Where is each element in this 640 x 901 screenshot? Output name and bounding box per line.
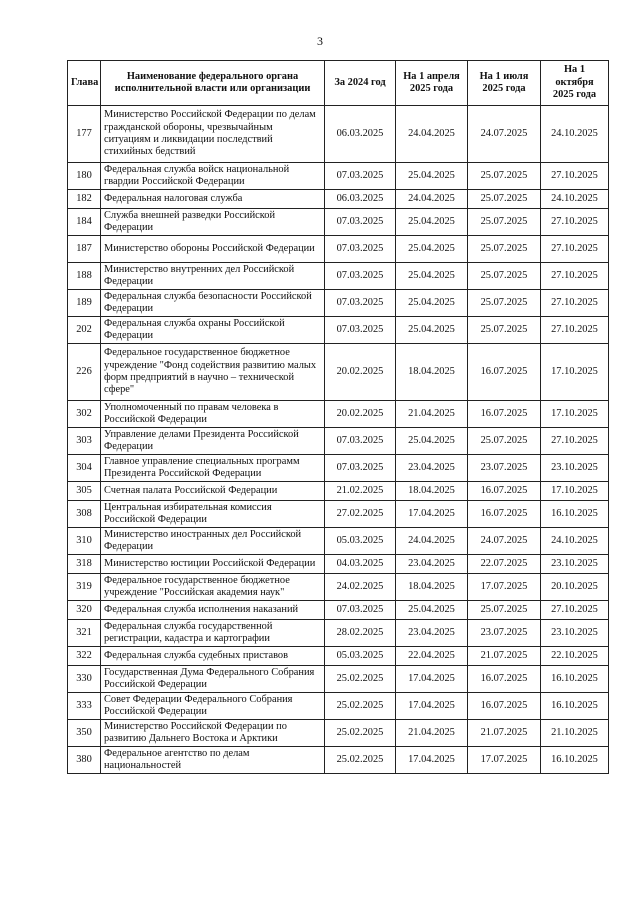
table-row	[68, 720, 609, 747]
cell-organization: Федеральная служба государственной регистрации, кадастра и картографии	[101, 620, 325, 647]
cell-july-date: 16.07.2025	[468, 482, 541, 501]
cell-organization: Федеральная служба безопасности Российской Федерации	[101, 290, 325, 317]
cell-july-date: 22.07.2025	[468, 555, 541, 574]
cell-annual-date: 21.02.2025	[325, 482, 396, 501]
cell-october-date: 27.10.2025	[541, 317, 609, 344]
table-row	[68, 482, 609, 501]
cell-chapter: 182	[68, 190, 101, 209]
cell-annual-date: 04.03.2025	[325, 555, 396, 574]
cell-july-date: 16.07.2025	[468, 344, 541, 401]
table-row	[68, 236, 609, 263]
cell-april-date: 25.04.2025	[396, 428, 468, 455]
cell-july-date: 25.07.2025	[468, 290, 541, 317]
cell-chapter: 319	[68, 574, 101, 601]
cell-organization: Министерство юстиции Российской Федерации	[101, 555, 325, 574]
table-row	[68, 190, 609, 209]
cell-chapter: 333	[68, 693, 101, 720]
cell-chapter: 180	[68, 163, 101, 190]
cell-april-date: 25.04.2025	[396, 209, 468, 236]
cell-april-date: 18.04.2025	[396, 344, 468, 401]
cell-annual-date: 20.02.2025	[325, 401, 396, 428]
cell-annual-date: 25.02.2025	[325, 720, 396, 747]
cell-organization: Министерство внутренних дел Российской Федерации	[101, 263, 325, 290]
cell-july-date: 25.07.2025	[468, 209, 541, 236]
table-row	[68, 344, 609, 401]
cell-april-date: 21.04.2025	[396, 401, 468, 428]
cell-annual-date: 07.03.2025	[325, 428, 396, 455]
cell-chapter: 226	[68, 344, 101, 401]
cell-april-date: 17.04.2025	[396, 693, 468, 720]
cell-october-date: 27.10.2025	[541, 601, 609, 620]
header-annual: За 2024 год	[325, 61, 396, 106]
cell-chapter: 321	[68, 620, 101, 647]
cell-chapter: 318	[68, 555, 101, 574]
cell-october-date: 27.10.2025	[541, 209, 609, 236]
cell-april-date: 24.04.2025	[396, 528, 468, 555]
cell-april-date: 23.04.2025	[396, 455, 468, 482]
cell-july-date: 24.07.2025	[468, 528, 541, 555]
cell-october-date: 24.10.2025	[541, 106, 609, 163]
table-row	[68, 747, 609, 774]
table-row	[68, 666, 609, 693]
cell-october-date: 23.10.2025	[541, 620, 609, 647]
table-row	[68, 647, 609, 666]
cell-october-date: 27.10.2025	[541, 290, 609, 317]
table-row	[68, 428, 609, 455]
table-body	[68, 106, 609, 774]
cell-july-date: 25.07.2025	[468, 163, 541, 190]
cell-october-date: 17.10.2025	[541, 344, 609, 401]
cell-april-date: 25.04.2025	[396, 236, 468, 263]
cell-july-date: 21.07.2025	[468, 647, 541, 666]
cell-october-date: 24.10.2025	[541, 190, 609, 209]
table-row	[68, 555, 609, 574]
cell-annual-date: 07.03.2025	[325, 263, 396, 290]
cell-chapter: 380	[68, 747, 101, 774]
cell-july-date: 25.07.2025	[468, 428, 541, 455]
cell-october-date: 17.10.2025	[541, 401, 609, 428]
cell-annual-date: 25.02.2025	[325, 693, 396, 720]
cell-annual-date: 05.03.2025	[325, 647, 396, 666]
cell-april-date: 24.04.2025	[396, 190, 468, 209]
cell-october-date: 27.10.2025	[541, 236, 609, 263]
header-october: На 1 октября 2025 года	[541, 61, 609, 106]
cell-october-date: 16.10.2025	[541, 747, 609, 774]
cell-october-date: 16.10.2025	[541, 693, 609, 720]
cell-chapter: 350	[68, 720, 101, 747]
table-row	[68, 528, 609, 555]
cell-july-date: 16.07.2025	[468, 666, 541, 693]
cell-chapter: 322	[68, 647, 101, 666]
cell-april-date: 25.04.2025	[396, 163, 468, 190]
header-chapter: Глава	[68, 61, 101, 106]
cell-annual-date: 07.03.2025	[325, 163, 396, 190]
cell-annual-date: 28.02.2025	[325, 620, 396, 647]
table-row	[68, 693, 609, 720]
cell-organization: Федеральная служба охраны Российской Федерации	[101, 317, 325, 344]
header-april: На 1 апреля 2025 года	[396, 61, 468, 106]
cell-october-date: 23.10.2025	[541, 555, 609, 574]
cell-organization: Федеральная служба войск национальной гвардии Российской Федерации	[101, 163, 325, 190]
table-row	[68, 574, 609, 601]
cell-july-date: 25.07.2025	[468, 190, 541, 209]
cell-april-date: 24.04.2025	[396, 106, 468, 163]
table-header-row	[68, 61, 609, 106]
table-row	[68, 106, 609, 163]
cell-organization: Министерство иностранных дел Российской Федерации	[101, 528, 325, 555]
cell-organization: Служба внешней разведки Российской Федерации	[101, 209, 325, 236]
table-row	[68, 401, 609, 428]
header-organization: Наименование федерального органа исполнительной власти или организации	[101, 61, 325, 106]
cell-april-date: 25.04.2025	[396, 263, 468, 290]
cell-chapter: 308	[68, 501, 101, 528]
cell-organization: Министерство Российской Федерации по развитию Дальнего Востока и Арктики	[101, 720, 325, 747]
cell-chapter: 320	[68, 601, 101, 620]
cell-july-date: 21.07.2025	[468, 720, 541, 747]
cell-july-date: 24.07.2025	[468, 106, 541, 163]
cell-april-date: 25.04.2025	[396, 317, 468, 344]
cell-july-date: 23.07.2025	[468, 455, 541, 482]
cell-annual-date: 06.03.2025	[325, 106, 396, 163]
cell-annual-date: 07.03.2025	[325, 601, 396, 620]
cell-april-date: 17.04.2025	[396, 666, 468, 693]
cell-october-date: 16.10.2025	[541, 666, 609, 693]
cell-october-date: 17.10.2025	[541, 482, 609, 501]
cell-annual-date: 07.03.2025	[325, 317, 396, 344]
cell-chapter: 189	[68, 290, 101, 317]
cell-chapter: 188	[68, 263, 101, 290]
cell-october-date: 27.10.2025	[541, 163, 609, 190]
cell-annual-date: 27.02.2025	[325, 501, 396, 528]
cell-annual-date: 07.03.2025	[325, 209, 396, 236]
cell-april-date: 25.04.2025	[396, 601, 468, 620]
cell-organization: Министерство обороны Российской Федерации	[101, 236, 325, 263]
cell-chapter: 184	[68, 209, 101, 236]
cell-chapter: 187	[68, 236, 101, 263]
cell-october-date: 20.10.2025	[541, 574, 609, 601]
cell-chapter: 303	[68, 428, 101, 455]
cell-organization: Счетная палата Российской Федерации	[101, 482, 325, 501]
cell-july-date: 17.07.2025	[468, 574, 541, 601]
cell-july-date: 25.07.2025	[468, 601, 541, 620]
header-july: На 1 июля 2025 года	[468, 61, 541, 106]
table-row	[68, 501, 609, 528]
cell-july-date: 25.07.2025	[468, 317, 541, 344]
cell-annual-date: 25.02.2025	[325, 666, 396, 693]
cell-organization: Федеральное государственное бюджетное учреждение "Российская академия наук"	[101, 574, 325, 601]
cell-july-date: 16.07.2025	[468, 693, 541, 720]
cell-april-date: 23.04.2025	[396, 555, 468, 574]
cell-july-date: 16.07.2025	[468, 501, 541, 528]
cell-october-date: 27.10.2025	[541, 263, 609, 290]
reporting-schedule-table	[67, 60, 609, 774]
cell-organization: Федеральная служба судебных приставов	[101, 647, 325, 666]
cell-chapter: 177	[68, 106, 101, 163]
cell-october-date: 16.10.2025	[541, 501, 609, 528]
cell-july-date: 17.07.2025	[468, 747, 541, 774]
cell-organization: Министерство Российской Федерации по делам гражданской обороны, чрезвычайным ситуациям и ликвидации последствий стихийных бедствий	[101, 106, 325, 163]
cell-annual-date: 25.02.2025	[325, 747, 396, 774]
table-row	[68, 209, 609, 236]
table-row	[68, 290, 609, 317]
cell-april-date: 25.04.2025	[396, 290, 468, 317]
cell-annual-date: 07.03.2025	[325, 236, 396, 263]
cell-organization: Федеральное государственное бюджетное учреждение "Фонд содействия развитию малых форм предприятий в научно – технической сфере"	[101, 344, 325, 401]
cell-july-date: 25.07.2025	[468, 236, 541, 263]
table-row	[68, 601, 609, 620]
cell-july-date: 25.07.2025	[468, 263, 541, 290]
cell-annual-date: 20.02.2025	[325, 344, 396, 401]
cell-april-date: 17.04.2025	[396, 501, 468, 528]
cell-annual-date: 05.03.2025	[325, 528, 396, 555]
cell-april-date: 22.04.2025	[396, 647, 468, 666]
cell-october-date: 27.10.2025	[541, 428, 609, 455]
cell-october-date: 21.10.2025	[541, 720, 609, 747]
cell-organization: Государственная Дума Федерального Собрания Российской Федерации	[101, 666, 325, 693]
cell-april-date: 17.04.2025	[396, 747, 468, 774]
cell-october-date: 22.10.2025	[541, 647, 609, 666]
cell-annual-date: 07.03.2025	[325, 455, 396, 482]
cell-chapter: 302	[68, 401, 101, 428]
cell-chapter: 305	[68, 482, 101, 501]
cell-organization: Центральная избирательная комиссия Российской Федерации	[101, 501, 325, 528]
cell-annual-date: 06.03.2025	[325, 190, 396, 209]
table-row	[68, 455, 609, 482]
cell-april-date: 18.04.2025	[396, 482, 468, 501]
cell-april-date: 18.04.2025	[396, 574, 468, 601]
cell-organization: Федеральная налоговая служба	[101, 190, 325, 209]
cell-organization: Федеральное агентство по делам национальностей	[101, 747, 325, 774]
cell-annual-date: 07.03.2025	[325, 290, 396, 317]
cell-organization: Федеральная служба исполнения наказаний	[101, 601, 325, 620]
cell-october-date: 24.10.2025	[541, 528, 609, 555]
table-row	[68, 317, 609, 344]
page-number: 3	[317, 34, 323, 48]
cell-july-date: 23.07.2025	[468, 620, 541, 647]
cell-organization: Управление делами Президента Российской Федерации	[101, 428, 325, 455]
cell-chapter: 330	[68, 666, 101, 693]
cell-july-date: 16.07.2025	[468, 401, 541, 428]
cell-organization: Совет Федерации Федерального Собрания Российской Федерации	[101, 693, 325, 720]
cell-chapter: 310	[68, 528, 101, 555]
cell-chapter: 304	[68, 455, 101, 482]
cell-april-date: 23.04.2025	[396, 620, 468, 647]
cell-organization: Уполномоченный по правам человека в Российской Федерации	[101, 401, 325, 428]
table-row	[68, 620, 609, 647]
cell-chapter: 202	[68, 317, 101, 344]
cell-october-date: 23.10.2025	[541, 455, 609, 482]
table-row	[68, 163, 609, 190]
cell-annual-date: 24.02.2025	[325, 574, 396, 601]
cell-organization: Главное управление специальных программ Президента Российской Федерации	[101, 455, 325, 482]
cell-april-date: 21.04.2025	[396, 720, 468, 747]
table-row	[68, 263, 609, 290]
